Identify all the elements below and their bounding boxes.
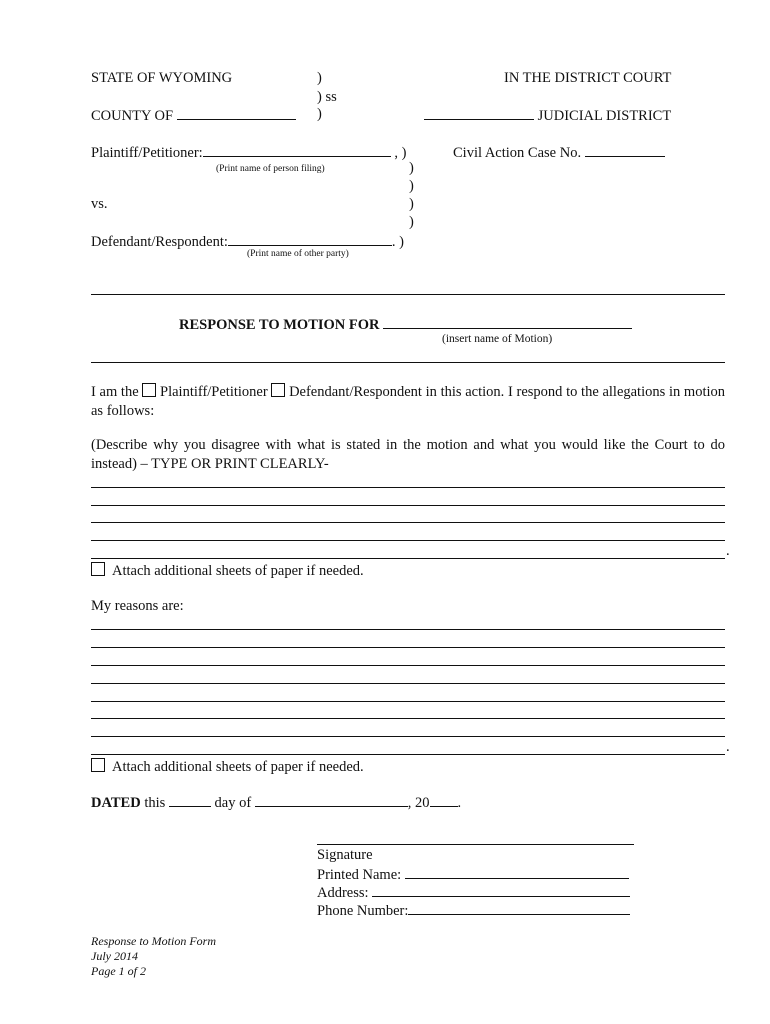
address-label: Address: — [317, 885, 369, 901]
plaintiff-name-field[interactable] — [203, 143, 391, 157]
defendant-checkbox[interactable] — [271, 383, 285, 397]
defendant-label: Defendant/Respondent: — [91, 234, 228, 250]
instructions-text: (Describe why you disagree with what is stated in the motion and what you would like the Court to do instead) – TYPE OR PRINT CLEARLY- — [91, 437, 725, 472]
caption-paren: ) — [409, 178, 414, 194]
dated-this: this — [144, 795, 166, 811]
reasons-line-6[interactable] — [91, 718, 725, 719]
response-line-1[interactable] — [91, 487, 725, 488]
printed-name-label: Printed Name: — [317, 867, 402, 883]
response-line-5[interactable] — [91, 558, 725, 559]
reasons-label: My reasons are: — [91, 598, 184, 614]
line-end-period: . — [726, 543, 730, 559]
defendant-hint: (Print name of other party) — [247, 249, 349, 259]
state-label: STATE OF WYOMING — [91, 70, 233, 86]
attach-note-1: Attach additional sheets of paper if needed. — [112, 563, 364, 579]
county-label: COUNTY OF — [91, 108, 174, 124]
response-line-4[interactable] — [91, 540, 725, 541]
footer-date: July 2014 — [91, 949, 138, 963]
judicial-district-label: JUDICIAL DISTRICT — [537, 108, 672, 124]
county-field[interactable] — [177, 106, 296, 120]
caption-paren: ) — [409, 214, 414, 230]
phone-row — [317, 901, 630, 920]
defendant-suffix: . ) — [391, 234, 405, 250]
address-row — [317, 883, 630, 902]
phone-label: Phone Number: — [317, 903, 409, 919]
county-row — [91, 106, 296, 125]
district-row — [424, 106, 671, 125]
court-label: IN THE DISTRICT COURT — [504, 70, 672, 86]
case-number-label: Civil Action Case No. — [453, 145, 582, 161]
reasons-line-7[interactable] — [91, 736, 725, 737]
attach-note-2: Attach additional sheets of paper if needed. — [112, 759, 364, 775]
motion-name-field[interactable] — [383, 315, 632, 329]
response-line-2[interactable] — [91, 505, 725, 506]
attach-checkbox-2[interactable] — [91, 758, 105, 772]
plaintiff-option-label: Plaintiff/Petitioner — [160, 384, 268, 400]
caption-paren: ) — [409, 196, 414, 212]
iam-label: I am the — [91, 384, 139, 400]
motion-hint: (insert name of Motion) — [442, 333, 553, 345]
reasons-line-4[interactable] — [91, 683, 725, 684]
attach-note-row-2 — [91, 758, 364, 776]
phone-field[interactable] — [408, 901, 630, 915]
dated-row — [91, 793, 461, 812]
address-field[interactable] — [372, 883, 630, 897]
reasons-line-8[interactable] — [91, 754, 725, 755]
defendant-option-label: Defendant/Respondent in this action. I respond to the allegations in motion as follows: — [91, 384, 725, 419]
reasons-line-2[interactable] — [91, 647, 725, 648]
district-number-field[interactable] — [424, 106, 534, 120]
plaintiff-suffix: , ) — [394, 145, 407, 161]
caption-paren: ) — [409, 160, 414, 176]
reasons-line-1[interactable] — [91, 629, 725, 630]
footer-form-name: Response to Motion Form — [91, 934, 216, 948]
dated-year-prefix: , 20 — [407, 795, 430, 811]
printed-name-field[interactable] — [405, 865, 629, 879]
vs-label: vs. — [91, 196, 108, 212]
response-line-3[interactable] — [91, 522, 725, 523]
footer-page: Page 1 of 2 — [91, 964, 146, 978]
case-number-field[interactable] — [585, 143, 665, 157]
dated-label: DATED — [91, 795, 141, 811]
printed-name-row — [317, 865, 629, 884]
plaintiff-label: Plaintiff/Petitioner: — [91, 145, 203, 161]
defendant-name-field[interactable] — [228, 232, 392, 246]
plaintiff-checkbox[interactable] — [142, 383, 156, 397]
plaintiff-hint: (Print name of person filing) — [216, 164, 325, 174]
party-paragraph — [91, 383, 725, 421]
ss-label: ) ss — [317, 89, 337, 105]
month-field[interactable] — [255, 793, 408, 807]
caption-paren: ) — [317, 70, 322, 86]
case-number-row — [453, 143, 665, 162]
caption-paren: ) — [317, 106, 322, 122]
page-title: RESPONSE TO MOTION FOR — [179, 317, 380, 333]
dated-year-suffix: . — [457, 795, 462, 811]
attach-checkbox-1[interactable] — [91, 562, 105, 576]
line-end-period: . — [726, 739, 730, 755]
day-field[interactable] — [169, 793, 211, 807]
title-bottom-rule — [91, 362, 725, 363]
signature-label: Signature — [317, 847, 373, 863]
year-field[interactable] — [430, 793, 458, 807]
attach-note-row-1 — [91, 562, 364, 580]
reasons-line-5[interactable] — [91, 701, 725, 702]
title-top-rule — [91, 294, 725, 295]
plaintiff-row — [91, 143, 406, 162]
title-row — [179, 315, 632, 334]
reasons-line-3[interactable] — [91, 665, 725, 666]
dated-day-of: day of — [214, 795, 252, 811]
signature-line[interactable] — [317, 844, 634, 845]
